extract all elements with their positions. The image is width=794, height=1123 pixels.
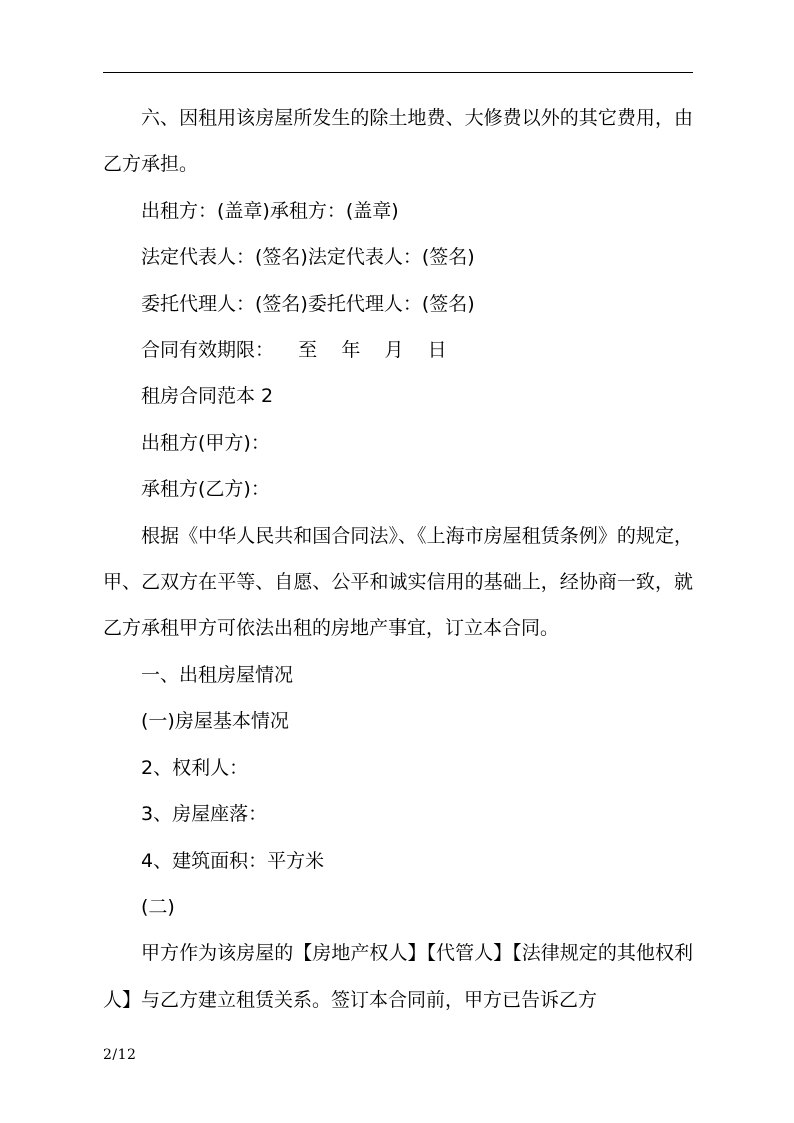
- paragraph-lessee: 承租方(乙方)：: [141, 478, 270, 501]
- paragraph-fees-clause: 六、因租用该房屋所发生的除土地费、大修费以外的其它费用，由乙方承担。: [103, 107, 693, 176]
- page-number: 2/12: [103, 1047, 137, 1063]
- paragraph-seal-line: 出租方：(盖章)承租方：(盖章): [141, 199, 399, 222]
- paragraph-legal-basis: 根据《中华人民共和国合同法》、《上海市房屋租赁条例》的规定，甲、乙双方在平等、自愿、公平和诚实信用的基础上，经协商一致，就乙方承租甲方可依法出租的房地产事宜，订立本合同。: [103, 524, 693, 640]
- subheading-section-2: (二): [141, 895, 175, 918]
- paragraph-contract-term: 合同有效期限： 至 年 月 日: [141, 339, 447, 362]
- subheading-basic-info: (一)房屋基本情况: [141, 710, 289, 733]
- document-body: [103, 95, 693, 1023]
- heading-rental-property: 一、出租房屋情况: [141, 663, 294, 686]
- item-floor-area: 4、建筑面积：平方米: [141, 849, 325, 872]
- item-rights-holder: 2、权利人：: [141, 756, 249, 779]
- paragraph-legal-representative: 法定代表人：(签名)法定代表人：(签名): [141, 246, 475, 269]
- item-property-location: 3、房屋座落：: [141, 803, 268, 826]
- header-rule: [103, 72, 693, 73]
- paragraph-authorized-agent: 委托代理人：(签名)委托代理人：(签名): [141, 292, 475, 315]
- paragraph-landlord-role: 甲方作为该房屋的【房地产权人】【代管人】【法律规定的其他权利人】与乙方建立租赁关系。签订本合同前，甲方已告诉乙方: [103, 942, 693, 1011]
- section-title-template-2: 租房合同范本 2: [141, 385, 274, 408]
- paragraph-lessor: 出租方(甲方)：: [141, 431, 270, 454]
